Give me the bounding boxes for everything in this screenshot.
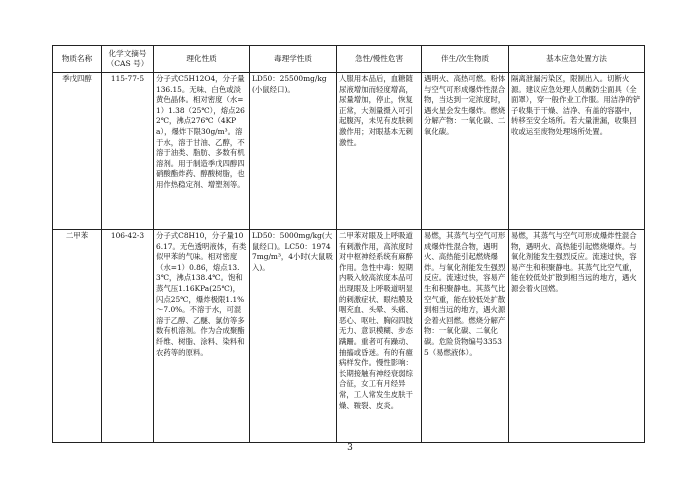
header-hazard: 急性/慢性危害	[337, 46, 422, 73]
physchem-properties: 分子式C5H12O4，分子量136.15。无味、白色或淡黄色晶体。相对密度（水=1）1.38（25℃），熔点262℃，沸点276℃（4KPa），爆炸下限30g/m³。溶于水，溶于甘油、乙醇，不溶于油类、脂肪、多数有机溶剂。用于制造季戊四醇四硝酸酯炸药、醇酸树脂，也用作热稳定剂、增塑剂等。	[154, 73, 250, 230]
emergency-measures: 易燃，其蒸气与空气可形成爆炸性混合物，遇明火、高热能引起燃烧爆炸。与氧化剂能发生强烈反应。流速过快，容易产生和积聚静电。其蒸气比空气重，能在较低处扩散到相当远的地方，遇火源会着火回燃。	[509, 230, 645, 443]
chemical-hazard-table	[52, 45, 645, 443]
header-cas-number: 化学文摘号（CAS 号）	[102, 46, 154, 73]
emergency-measures: 隔离泄漏污染区，限制出入。切断火源。建议应急处理人员戴防尘面具（全面罩），穿一般作业工作服。用洁净的铲子收集于干燥、洁净、有盖的容器中，转移至安全场所。若大量泄漏，收集回收或运至废物处理场所处置。	[509, 73, 645, 230]
cas-number: 106-42-3	[102, 230, 154, 443]
physchem-properties: 分子式C8H10，分子量106.17。无色透明液体，有类似甲苯的气味。相对密度（水=1）0.86，熔点13.3℃，沸点138.4℃。饱和蒸气压1.16KPa(25℃)，闪点25℃，爆炸极限1.1%～7.0%。不溶于水，可混溶于乙醇、乙醚、氯仿等多数有机溶剂。作为合成聚酯纤维、树脂、涂料、染料和农药等的原料。	[154, 230, 250, 443]
acute-chronic-hazard: 二甲苯对眼及上呼吸道有刺激作用，高浓度时对中枢神经系统有麻醉作用。急性中毒：短期内吸入较高浓度本品可出现眼及上呼吸道明显的刺激症状、眼结膜及咽充血、头晕、头痛、恶心、呕吐、胸闷四肢无力、意识模糊、步态蹒跚。重者可有躁动、抽搐或昏迷。有的有癔病样发作。慢性影响：长期接触有神经衰弱综合征，女工有月经异常，工人常发生皮肤干燥、皲裂、皮炎。	[337, 230, 422, 443]
page-number: 3	[347, 443, 353, 453]
toxicology-properties: LD50：5000mg/kg(大鼠经口)。LC50：19747mg/m³，4小时(大鼠吸入)。	[250, 230, 337, 443]
byproduct-substances: 易燃，其蒸气与空气可形成爆炸性混合物，遇明火、高热能引起燃烧爆炸。与氧化剂能发生强烈反应。流速过快，容易产生和积聚静电。其蒸气比空气重，能在较低处扩散到相当远的地方，遇火源会着火回燃。燃烧分解产物：一氧化碳、二氧化碳。危险货物编号33535（易燃液体）。	[422, 230, 509, 443]
toxicology-properties: LD50：25500mg/kg(小鼠经口)。	[250, 73, 337, 230]
header-toxicology: 毒理学性质	[250, 46, 337, 73]
header-emergency: 基本应急处置方法	[509, 46, 645, 73]
byproduct-substances: 遇明火、高热可燃。粉体与空气可形成爆炸性混合物，当达到一定浓度时，遇火星会发生爆炸。燃烧分解产物：一氧化碳、二氧化碳。	[422, 73, 509, 230]
table-row	[53, 73, 645, 230]
header-byproduct: 伴生/次生物质	[422, 46, 509, 73]
substance-name: 二甲苯	[53, 230, 102, 443]
header-physchem: 理化性质	[154, 46, 250, 73]
table-row	[53, 230, 645, 443]
substance-name: 季戊四醇	[53, 73, 102, 230]
table-header-row	[53, 46, 645, 73]
acute-chronic-hazard: 人服用本品后，血糖随尿液增加而轻度增高，尿量增加，停止，恢复正常，大剂量摄入可引起腹泻，未见有皮肤刺激作用；对眼基本无刺激性。	[337, 73, 422, 230]
header-substance-name: 物质名称	[53, 46, 102, 73]
cas-number: 115-77-5	[102, 73, 154, 230]
